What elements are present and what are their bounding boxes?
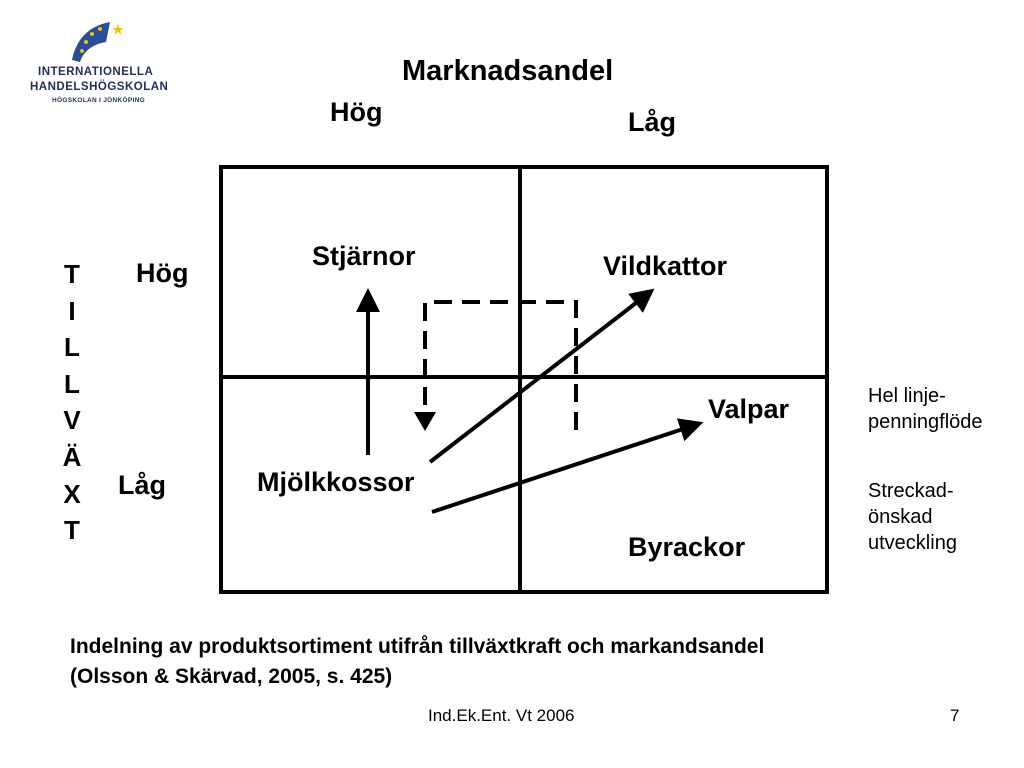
growth-letter: L — [64, 368, 80, 399]
column-label-low: Låg — [628, 107, 677, 137]
row-label-low: Låg — [118, 470, 167, 500]
matrix-outer-frame — [221, 167, 827, 592]
growth-letter: V — [63, 405, 81, 436]
arrow-cashcow-to-puppy — [432, 426, 692, 512]
growth-letter: Ä — [62, 441, 82, 472]
page-number: 7 — [950, 706, 960, 725]
cell-label-cash-cows: Mjölkkossor — [257, 467, 415, 497]
caption-line2: (Olsson & Skärvad, 2005, s. 425) — [70, 665, 393, 688]
footer-text: Ind.Ek.Ent. Vt 2006 — [428, 706, 575, 725]
legend-solid-line: Hel linje-penningflöde — [868, 385, 983, 433]
logo-text-line1: INTERNATIONELLA — [38, 66, 154, 78]
cell-label-stars: Stjärnor — [312, 241, 416, 271]
growth-letter: I — [68, 295, 76, 326]
caption-line1: Indelning av produktsortiment utifrån tillväxtkraft och markandsandel — [70, 635, 765, 658]
row-label-high: Hög — [136, 258, 189, 288]
growth-letter: T — [64, 259, 80, 289]
legend-dashed-line: Streckad-önskad utveckling — [868, 480, 957, 554]
market-share-title: Marknadsandel — [402, 55, 614, 87]
logo-text-line2: HANDELSHÖGSKOLAN — [30, 81, 169, 93]
figure-caption — [70, 632, 970, 692]
cell-label-puppies: Valpar — [708, 394, 790, 424]
growth-letter: X — [63, 478, 81, 509]
growth-letter: L — [64, 332, 80, 363]
cell-label-wildcats: Vildkattor — [603, 251, 728, 281]
logo-text-line3: HÖGSKOLAN I JÖNKÖPING — [52, 97, 145, 104]
dashed-arrowhead — [414, 412, 436, 431]
cell-label-dogs: Byrackor — [628, 532, 746, 562]
growth-letter: T — [64, 515, 80, 546]
column-label-high: Hög — [330, 97, 383, 127]
